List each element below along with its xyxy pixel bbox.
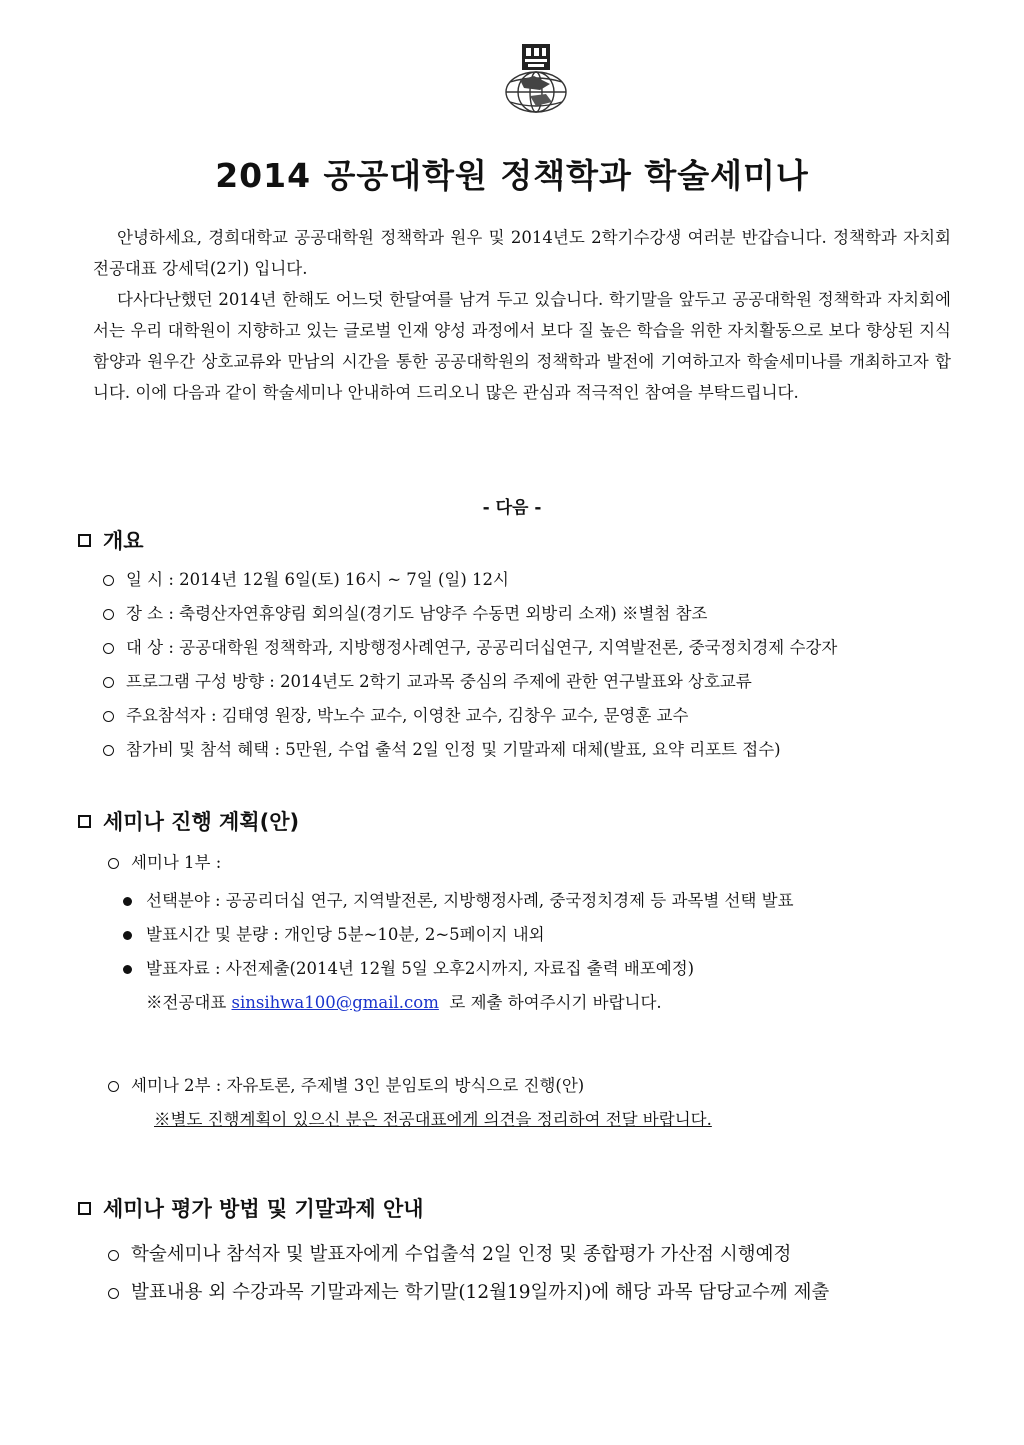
next-separator: - 다음 - xyxy=(482,498,542,518)
square-bullet-icon xyxy=(78,1202,91,1215)
part2-note xyxy=(108,1103,712,1137)
section-heading-overview xyxy=(78,525,144,555)
list-item-text: 발표자료 : 사전제출(2014년 12월 5일 오후2시까지, 자료집 출력 배포예정) xyxy=(146,959,695,978)
dot-bullet-icon xyxy=(123,931,132,940)
plan-part1 xyxy=(108,846,221,880)
list-item-text: 대 상 : 공공대학원 정책학과, 지방행정사례연구, 공공리더십연구, 지역발전론, 중국정치경제 수강자 xyxy=(126,638,838,657)
list-item xyxy=(103,733,837,767)
section-title: 세미나 평가 방법 및 기말과제 안내 xyxy=(103,1197,424,1221)
dot-bullet-icon xyxy=(123,965,132,974)
section-heading-plan xyxy=(78,806,299,836)
list-item xyxy=(108,846,221,880)
list-item xyxy=(108,1069,712,1103)
circle-bullet-icon xyxy=(103,745,114,756)
circle-bullet-icon xyxy=(103,711,114,722)
list-item xyxy=(103,665,837,699)
circle-bullet-icon xyxy=(103,677,114,688)
list-item xyxy=(103,597,837,631)
list-item xyxy=(103,563,837,597)
list-item xyxy=(108,1236,829,1274)
plan-bullets xyxy=(123,884,794,1020)
intro-paragraph: 다사다난했던 2014년 한해도 어느덧 한달여를 남겨 두고 있습니다. 학기말을 앞두고 공공대학원 정책학과 자치회에서는 우리 대학원이 지향하고 있는 글로벌 인재 양성 과정에서 보다 질 높은 학습을 위한 자치활동으로 보다 향상된 지식함양과 원우간 상호교류와 만남의 시간을 통한 공공대학원의 정책학과 발전에 기여하고자 학술세미나를 개최하고자 합니다. 이에 다음과 같이 학술세미나 안내하여 드리오니 많은 관심과 적극적인 참여을 부탁드립니다. xyxy=(93,290,951,402)
intro-paragraph: 안녕하세요, 경희대학교 공공대학원 정책학과 원우 및 2014년도 2학기수강생 여러분 반갑습니다. 정책학과 자치회 전공대표 강세덕(2기) 입니다. xyxy=(93,228,951,278)
overview-list xyxy=(103,563,837,767)
list-item xyxy=(103,699,837,733)
email-link[interactable]: sinsihwa100@gmail.com xyxy=(231,993,439,1012)
list-item-text: 선택분야 : 공공리더십 연구, 지역발전론, 지방행정사례, 중국정치경제 등 과목별 선택 발표 xyxy=(146,891,794,910)
list-item-text: 참가비 및 참석 혜택 : 5만원, 수업 출석 2일 인정 및 기말과제 대체(발표, 요약 리포트 접수) xyxy=(126,740,781,759)
circle-bullet-icon xyxy=(108,1288,119,1299)
section-title: 개요 xyxy=(103,529,144,553)
intro-text xyxy=(93,222,951,408)
document-title: 2014 공공대학원 정책학과 학술세미나 xyxy=(215,156,809,195)
square-bullet-icon xyxy=(78,815,91,828)
circle-bullet-icon xyxy=(108,1250,119,1261)
square-bullet-icon xyxy=(78,534,91,547)
list-item-text: 발표시간 및 분량 : 개인당 5분~10분, 2~5페이지 내외 xyxy=(146,925,545,944)
circle-bullet-icon xyxy=(103,609,114,620)
section-title: 세미나 진행 계획(안) xyxy=(103,810,300,834)
note-prefix: ※전공대표 xyxy=(146,993,227,1012)
list-item-text: 학술세미나 참석자 및 발표자에게 수업출석 2일 인정 및 종합평가 가산점 시행예정 xyxy=(131,1244,792,1265)
evaluation-list xyxy=(108,1236,829,1312)
list-item xyxy=(103,631,837,665)
list-item-text: 발표내용 외 수강과목 기말과제는 학기말(12월19일까지)에 해당 과목 담당교수께 제출 xyxy=(131,1282,830,1303)
part2-note-text: ※별도 진행계획이 있으신 분은 전공대표에게 의견을 정리하여 전달 바랍니다. xyxy=(154,1110,712,1129)
list-item-text: 프로그램 구성 방향 : 2014년도 2학기 교과목 중심의 주제에 관한 연구발표와 상호교류 xyxy=(126,672,752,691)
circle-bullet-icon xyxy=(103,643,114,654)
university-emblem-icon xyxy=(500,40,572,116)
circle-bullet-icon xyxy=(108,858,119,869)
list-item-text: 장 소 : 축령산자연휴양림 회의실(경기도 남양주 수동면 외방리 소재) ※별첨 참조 xyxy=(126,604,708,623)
email-note xyxy=(123,986,794,1020)
section-heading-evaluation xyxy=(78,1193,424,1223)
list-item xyxy=(123,884,794,918)
circle-bullet-icon xyxy=(103,575,114,586)
list-item-text: 일 시 : 2014년 12월 6일(토) 16시 ~ 7일 (일) 12시 xyxy=(126,570,509,589)
note-suffix: 로 제출 하여주시기 바랍니다. xyxy=(449,993,662,1012)
list-item-text: 주요참석자 : 김태영 원장, 박노수 교수, 이영찬 교수, 김창우 교수, 문영훈 교수 xyxy=(126,706,689,725)
list-item-text: 세미나 1부 : xyxy=(131,853,222,872)
plan-part2 xyxy=(108,1069,712,1137)
list-item xyxy=(123,918,794,952)
list-item xyxy=(123,952,794,986)
circle-bullet-icon xyxy=(108,1081,119,1092)
list-item xyxy=(108,1274,829,1312)
dot-bullet-icon xyxy=(123,897,132,906)
list-item-text: 세미나 2부 : 자유토론, 주제별 3인 분임토의 방식으로 진행(안) xyxy=(131,1076,585,1095)
